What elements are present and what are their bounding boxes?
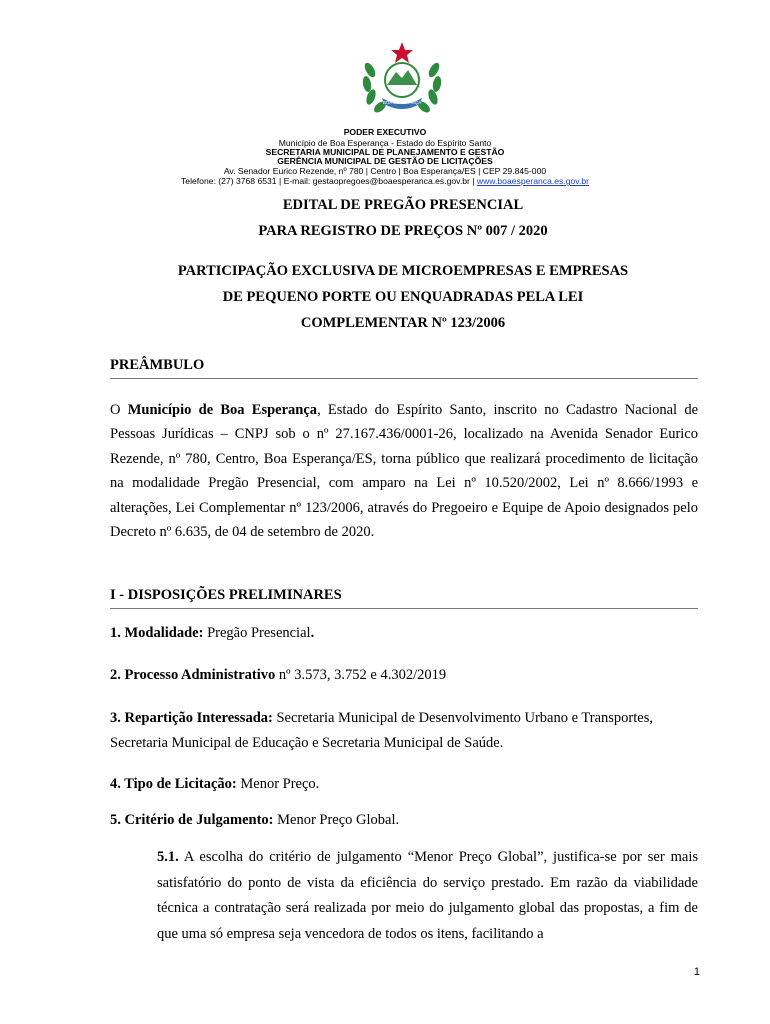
header-municipality: Município de Boa Esperança - Estado do Espírito Santo	[278, 138, 492, 148]
item-modalidade	[110, 621, 698, 646]
municipality-name: Município de Boa Esperança	[127, 402, 318, 418]
website-link[interactable]: www.boaesperanca.es.gov.br	[476, 176, 589, 186]
boa-esperanca-coat-of-arms-logo	[358, 40, 446, 118]
preambulo-text: , Estado do Espírito Santo, inscrito no Cadastro Nacional de Pessoas Jurídicas – CNPJ sob o nº 27.167.436/0001-26, localizado na Avenida Senador Eurico Rezende, nº 780, Centro, Boa Esperança/ES, torna público que realizará procedimento de licitação na modalidade Pregão Presencial, com amparo na Lei nº 10.520/2002, Lei nº 8.666/1993 e alterações, Lei Complementar nº 123/2006, através do Pregoeiro e Equipe de Apoio designados pelo Decreto nº 6.635, de 04 de setembro de 2020.	[110, 402, 699, 541]
participation-line-2: DE PEQUENO PORTE OU ENQUADRADAS PELA LEI	[222, 289, 584, 305]
header-management: GERÊNCIA MUNICIPAL DE GESTÃO DE LICITAÇÕES	[277, 156, 493, 166]
item-tail: .	[310, 625, 315, 641]
header-secretariat: SECRETARIA MUNICIPAL DE PLANEJAMENTO E GESTÃO	[265, 147, 505, 157]
item-value: Pregão Presencial	[203, 625, 311, 641]
item-tipo-licitacao	[110, 772, 698, 797]
preambulo-paragraph	[110, 398, 698, 544]
item-label: 2. Processo Administrativo	[110, 667, 276, 683]
header-address: Av. Senador Eurico Rezende, nº 780 | Centro | Boa Esperança/ES | CEP 29.845-000	[223, 166, 547, 176]
subitem-5-1	[157, 845, 698, 947]
preambulo-heading: PREÂMBULO	[110, 356, 698, 379]
edital-subtitle: PARA REGISTRO DE PREÇOS Nº 007 / 2020	[258, 223, 548, 239]
item-label: 1. Modalidade:	[110, 625, 204, 641]
participation-line-1: PARTICIPAÇÃO EXCLUSIVA DE MICROEMPRESAS E EMPRESAS	[177, 263, 629, 279]
preambulo-prefix: O	[110, 402, 128, 418]
item-value: nº 3.573, 3.752 e 4.302/2019	[275, 667, 447, 683]
item-reparticao	[110, 706, 698, 755]
header-power: PODER EXECUTIVO	[343, 127, 427, 137]
participation-line-3: COMPLEMENTAR Nº 123/2006	[300, 315, 506, 331]
header-contact	[0, 176, 770, 187]
subitem-text: A escolha do critério de julgamento “Menor Preço Global”, justifica-se por ser mais satisfatório do ponto de vista da eficiência do serviço prestado. Em razão da viabilidade técnica a contratação será realizada por meio do julgamento global das propostas, a fim de que uma só empresa seja vencedora de todos os itens, facilitando a	[157, 849, 698, 942]
header-contact-text: Telefone: (27) 3768 6531 | E-mail: gestaopregoes@boaesperanca.es.gov.br |	[181, 176, 477, 186]
page-number: 1	[693, 966, 700, 978]
item-criterio	[110, 808, 698, 833]
subitem-label: 5.1.	[157, 849, 179, 865]
item-processo	[110, 663, 698, 688]
item-value: Menor Preço.	[236, 776, 320, 792]
item-label: 5. Critério de Julgamento:	[110, 812, 274, 828]
item-value: Menor Preço Global.	[273, 812, 400, 828]
item-label: 3. Repartição Interessada:	[110, 710, 273, 726]
item-value: Secretaria Municipal de Desenvolvimento Urbano e Transportes, Secretaria Municipal de Educação e Secretaria Municipal de Saúde.	[110, 710, 653, 751]
section-1-heading: I - DISPOSIÇÕES PRELIMINARES	[110, 586, 698, 609]
star-icon	[391, 42, 413, 63]
edital-title: EDITAL DE PREGÃO PRESENCIAL	[282, 197, 524, 213]
item-label: 4. Tipo de Licitação:	[110, 776, 237, 792]
logo-band-text: BOA ESPERANÇA	[382, 100, 422, 105]
